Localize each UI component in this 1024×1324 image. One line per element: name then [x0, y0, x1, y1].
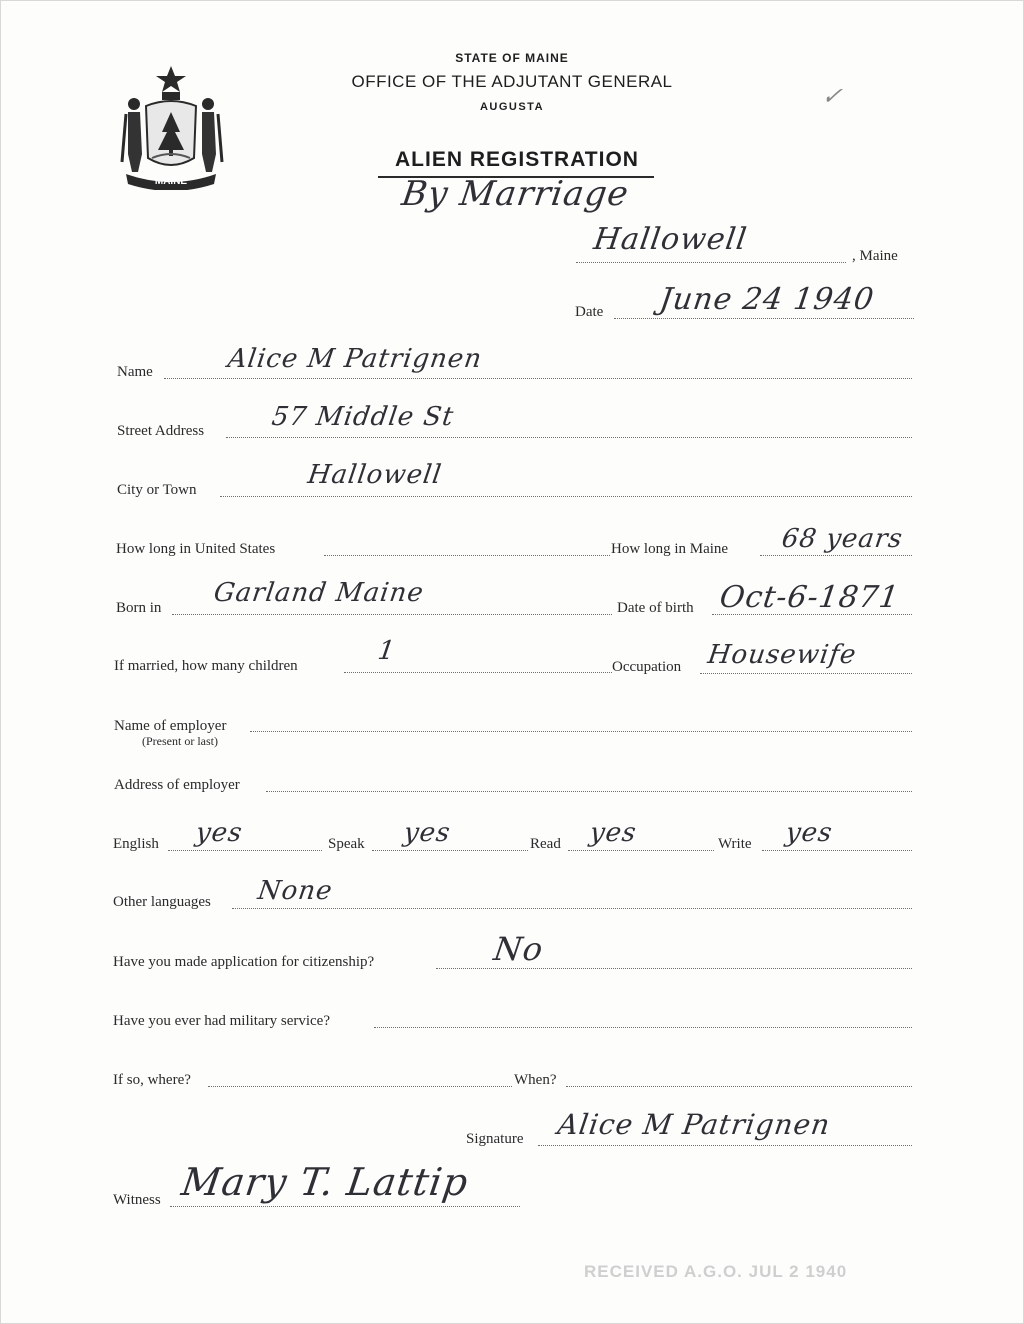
date-line: [614, 318, 914, 319]
citizenship-value: No: [491, 930, 546, 968]
occupation-label: Occupation: [612, 659, 682, 675]
dob-value: Oct-6-1871: [717, 580, 902, 615]
witness-line: [170, 1206, 520, 1207]
state-heading: STATE OF MAINE: [455, 51, 569, 65]
city-line: [220, 496, 912, 497]
city-heading: AUGUSTA: [479, 101, 545, 113]
employer-label: Name of employer: [114, 718, 227, 734]
other-languages-value: None: [255, 876, 335, 906]
military-label: Have you ever had military service?: [113, 1013, 330, 1029]
born-in-value: Garland Maine: [211, 578, 426, 608]
english-label: English: [113, 836, 159, 852]
dob-label: Date of birth: [617, 600, 694, 616]
name-line: [164, 378, 912, 379]
witness-label: Witness: [113, 1192, 161, 1208]
signature-value: Alice M Patrignen: [555, 1108, 833, 1141]
military-line: [374, 1027, 912, 1028]
born-in-label: Born in: [116, 600, 162, 616]
city-value: Hallowell: [305, 460, 444, 490]
read-label: Read: [530, 836, 561, 852]
employer-address-line: [266, 791, 912, 792]
english-value: yes: [193, 818, 245, 848]
name-value: Alice M Patrignen: [225, 344, 485, 374]
date-label: Date: [575, 304, 604, 320]
read-line: [568, 850, 714, 851]
employer-line: [250, 731, 912, 732]
street-line: [226, 437, 912, 438]
us-duration-label: How long in United States: [116, 541, 276, 557]
office-heading: OFFICE OF THE ADJUTANT GENERAL: [351, 72, 673, 91]
employer-address-label: Address of employer: [114, 777, 240, 793]
maine-duration-label: How long in Maine: [611, 541, 729, 557]
occupation-line: [700, 673, 912, 674]
read-value: yes: [587, 818, 639, 848]
speak-label: Speak: [328, 836, 365, 852]
when-line: [566, 1086, 912, 1087]
where-label: If so, where?: [113, 1072, 191, 1088]
state-seal-icon: [118, 62, 224, 190]
maine-duration-line: [760, 555, 912, 556]
received-stamp: RECEIVED A.G.O. JUL 2 1940: [584, 1262, 848, 1281]
citizenship-label: Have you made application for citizenship?: [113, 954, 375, 970]
citizenship-line: [436, 968, 912, 969]
born-in-line: [172, 614, 612, 615]
maine-duration-value: 68 years: [779, 524, 905, 554]
maine-suffix: , Maine: [852, 248, 898, 264]
speak-value: yes: [401, 818, 453, 848]
employer-sublabel: (Present or last): [142, 734, 218, 748]
town-value: Hallowell: [591, 222, 750, 257]
speak-line: [372, 850, 528, 851]
write-value: yes: [783, 818, 835, 848]
occupation-value: Housewife: [705, 640, 859, 670]
children-label: If married, how many children: [114, 658, 298, 674]
children-value: 1: [375, 636, 398, 666]
annotation-handwritten: By Marriage: [399, 174, 632, 214]
city-label: City or Town: [117, 482, 197, 498]
witness-value: Mary T. Lattip: [178, 1160, 472, 1204]
form-title: ALIEN REGISTRATION: [395, 148, 639, 171]
seal-banner-text: MAINE: [154, 176, 188, 187]
us-duration-line: [324, 555, 610, 556]
checkmark-mark: ✓: [820, 82, 846, 110]
name-label: Name: [117, 364, 153, 380]
signature-label: Signature: [466, 1131, 524, 1147]
when-label: When?: [514, 1072, 557, 1088]
other-languages-label: Other languages: [113, 894, 211, 910]
where-line: [208, 1086, 512, 1087]
street-value: 57 Middle St: [269, 402, 456, 432]
write-line: [762, 850, 912, 851]
street-label: Street Address: [117, 423, 205, 439]
english-line: [168, 850, 322, 851]
other-languages-line: [232, 908, 912, 909]
date-value: June 24 1940: [657, 282, 877, 317]
write-label: Write: [718, 836, 752, 852]
signature-line: [538, 1145, 912, 1146]
town-line: [576, 262, 846, 263]
children-line: [344, 672, 612, 673]
